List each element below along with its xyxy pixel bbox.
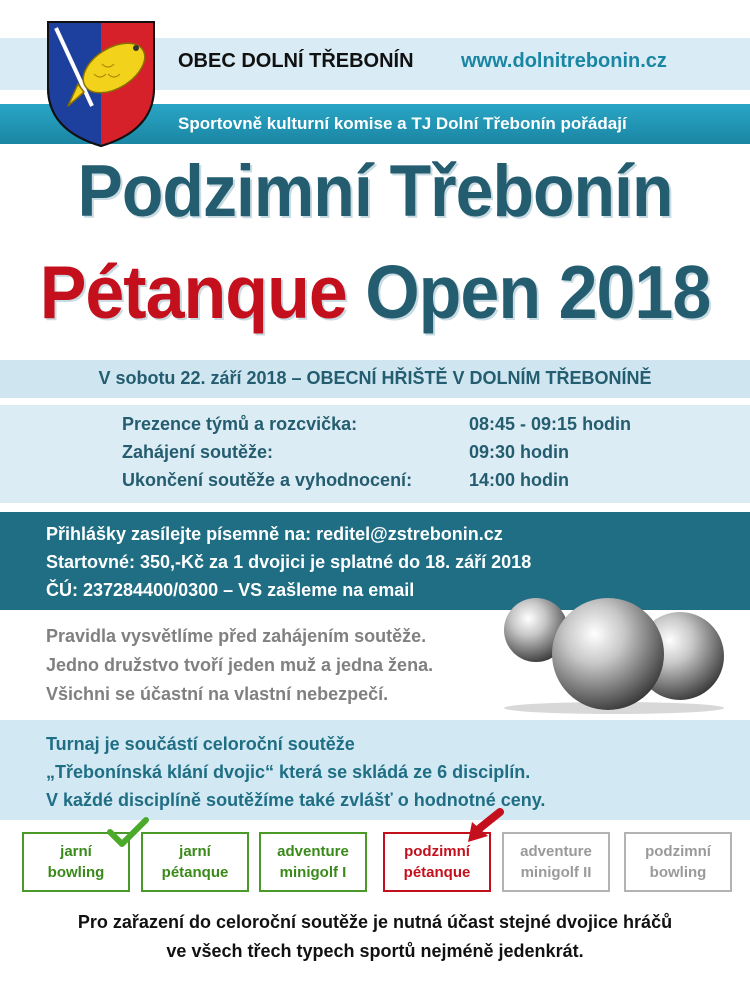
petanque-balls-icon: [496, 590, 730, 714]
cup-info-line: Turnaj je součástí celoroční soutěže: [46, 734, 355, 754]
schedule-label: Ukončení soutěže a vyhodnocení:: [122, 470, 413, 490]
schedule-label: Prezence týmů a rozcvička:: [122, 414, 358, 434]
rules-line: Všichni se účastní na vlastní nebezpečí.: [46, 684, 389, 704]
discipline-podzimni-bowling: [624, 832, 732, 892]
discipline-line: bowling: [47, 864, 105, 881]
discipline-adventure-minigolf-1: [259, 832, 367, 892]
discipline-line: jarní: [179, 843, 211, 860]
discipline-line: podzimní: [404, 843, 470, 860]
discipline-line: adventure: [520, 843, 592, 860]
event-title-line2: [0, 249, 750, 335]
title-petanque: Pétanque: [39, 249, 347, 335]
village-name: OBEC DOLNÍ TŘEBONÍN: [178, 50, 414, 72]
arrow-icon: [460, 808, 504, 848]
website-link[interactable]: www.dolnitrebonin.cz: [461, 50, 667, 72]
title-open-2018: Open 2018: [365, 249, 711, 335]
footer-line: ve všech třech typech sportů nejméně jedenkrát.: [166, 941, 584, 961]
rules-line: Pravidla vysvětlíme před zahájením soutěže.: [46, 626, 427, 646]
discipline-line: bowling: [649, 864, 707, 881]
registration-line: Startovné: 350,-Kč za 1 dvojici je splatné do 18. září 2018: [46, 552, 532, 572]
discipline-line: adventure: [277, 843, 349, 860]
discipline-line: minigolf II: [520, 864, 592, 881]
cup-info-line: „Třebonínská klání dvojic“ která se skládá ze 6 disciplín.: [46, 762, 531, 782]
discipline-line: pétanque: [403, 864, 471, 881]
cup-info-line: V každé disciplíně soutěžíme také zvlášť o hodnotné ceny.: [46, 790, 546, 810]
discipline-jarni-petanque: [141, 832, 249, 892]
discipline-line: podzimní: [645, 843, 711, 860]
footer-line: Pro zařazení do celoroční soutěže je nutná účast stejné dvojice hráčů: [77, 912, 673, 932]
registration-line: Přihlášky zasílejte písemně na: reditel@zstrebonin.cz: [46, 524, 503, 544]
schedule-time: 14:00 hodin: [469, 470, 570, 490]
organizer-subtitle: Sportovně kulturní komise a TJ Dolní Třebonín pořádají: [178, 114, 627, 133]
discipline-line: pétanque: [161, 864, 229, 881]
schedule-time: 08:45 - 09:15 hodin: [469, 414, 632, 434]
checkmark-icon: [106, 816, 150, 850]
registration-line: ČÚ: 237284400/0300 – VS zašleme na email: [46, 580, 415, 600]
event-title-line1: Podzimní Třebonín: [77, 149, 673, 233]
discipline-adventure-minigolf-2: [502, 832, 610, 892]
schedule-label: Zahájení soutěže:: [122, 442, 274, 462]
village-crest-icon: [44, 18, 158, 148]
schedule-time: 09:30 hodin: [469, 442, 570, 462]
date-venue-line: V sobotu 22. září 2018 – OBECNÍ HŘIŠTĚ V DOLNÍM TŘEBONÍNĚ: [98, 368, 652, 388]
rules-line: Jedno družstvo tvoří jeden muž a jedna žena.: [46, 655, 434, 675]
discipline-line: jarní: [60, 843, 92, 860]
discipline-line: minigolf I: [279, 864, 347, 881]
